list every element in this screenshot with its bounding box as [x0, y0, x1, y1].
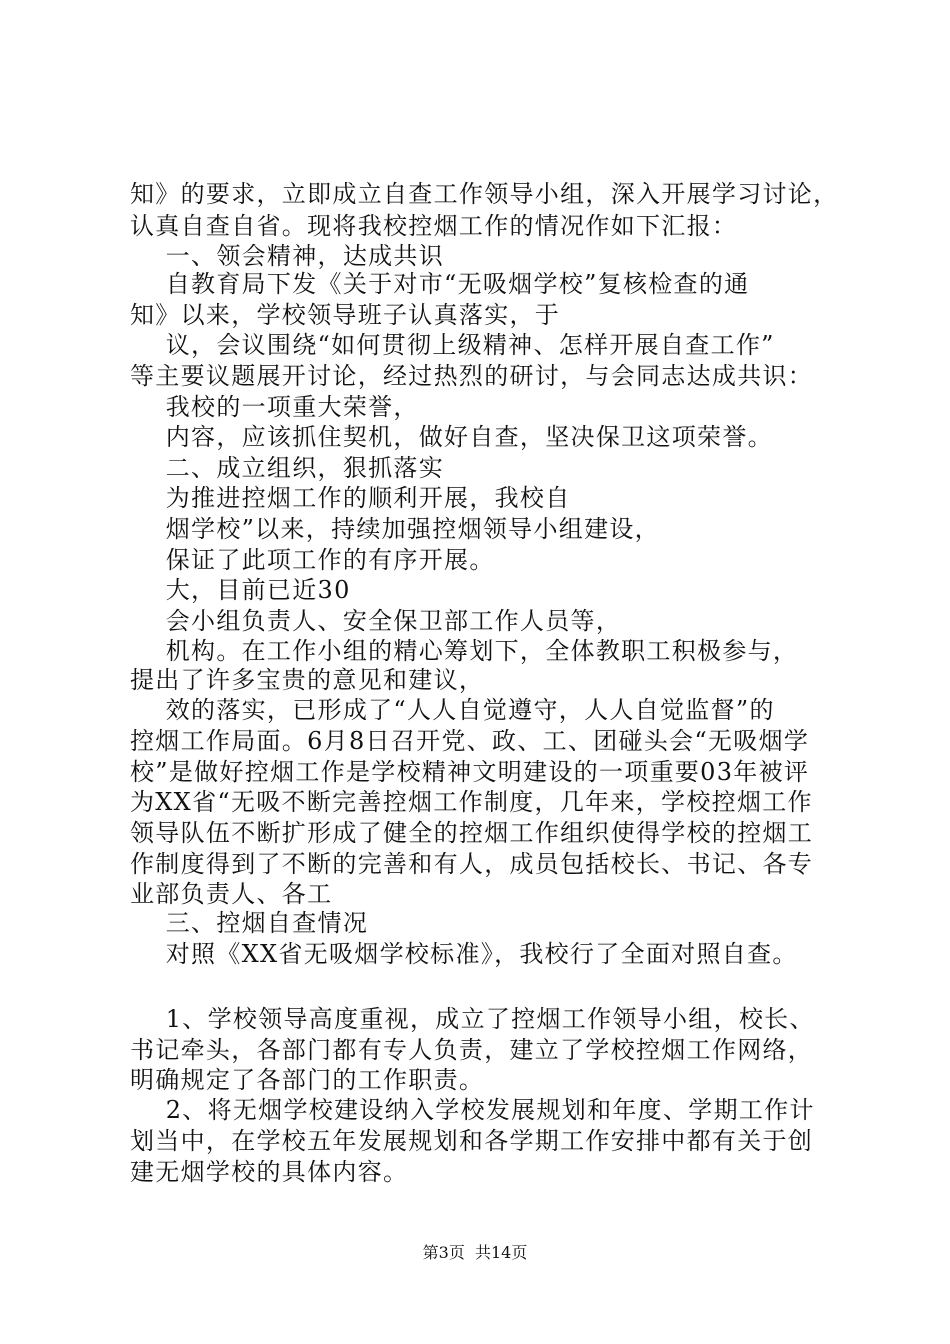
text-line: 1、学校领导高度重视，成立了控烟工作领导小组，校长、 [130, 1005, 815, 1033]
text-line: 大，目前已近30 [130, 576, 351, 604]
text-line: 书记牵头，各部门都有专人负责，建立了学校控烟工作网络， [130, 1036, 814, 1064]
text-line: 烟学校”以来，持续加强控烟领导小组建设， [130, 515, 660, 543]
text-line: 内容，应该抓住契机，做好自查，坚决保卫这项荣誉。 [130, 423, 773, 451]
text-line: 等主要议题展开讨论，经过热烈的研讨，与会同志达成共识： [130, 362, 814, 390]
section-heading: 三、控烟自查情况 [130, 909, 369, 937]
text-line: 领导队伍不断扩形成了健全的控烟工作组织使得学校的控烟工 [130, 819, 814, 847]
text-line: 议，会议围绕“如何贯彻上级精神、怎样开展自查工作” [130, 331, 775, 359]
text-line: 建无烟学校的具体内容。 [130, 1158, 409, 1186]
section-heading: 二、成立组织，狠抓落实 [130, 454, 445, 482]
text-line: 知》的要求，立即成立自查工作领导小组，深入开展学习讨论， [130, 180, 839, 208]
text-line: 效的落实，已形成了“人人自觉遵守，人人自觉监督”的 [130, 696, 775, 724]
text-line: 明确规定了各部门的工作职责。 [130, 1066, 485, 1094]
text-line: 提出了许多宝贵的意见和建议， [130, 666, 485, 694]
section-heading: 一、领会精神，达成共识 [130, 242, 445, 270]
text-line: 业部负责人、各工 [130, 880, 333, 908]
text-line: 为推进控烟工作的顺利开展，我校自 [130, 484, 571, 512]
text-line: 划当中，在学校五年发展规划和各学期工作安排中都有关于创 [130, 1127, 814, 1155]
text-line: 认真自查自省。现将我校控烟工作的情况作如下汇报： [130, 212, 738, 240]
text-line: 2、将无烟学校建设纳入学校发展规划和年度、学期工作计 [130, 1096, 815, 1124]
text-line: 机构。在工作小组的精心筹划下，全体教职工积极参与， [130, 637, 799, 665]
text-line: 控烟工作局面。6月8日召开党、政、工、团碰头会“无吸烟学 [130, 727, 810, 755]
text-line: 我校的一项重大荣誉， [130, 393, 419, 421]
page-footer: 第3页 共14页 [422, 1243, 528, 1262]
text-line: 自教育局下发《关于对市“无吸烟学校”复核检查的通 [130, 270, 750, 298]
text-line: 作制度得到了不断的完善和有人，成员包括校长、书记、各专 [130, 850, 814, 878]
text-line: 对照《XX省无吸烟学校标准》，我校行了全面对照自查。 [130, 940, 798, 968]
text-line: 校”是做好控烟工作是学校精神文明建设的一项重要03年被评 [130, 758, 810, 786]
text-line: 为XX省“无吸不断完善控烟工作制度，几年来，学校控烟工作 [130, 788, 813, 816]
text-line: 知》以来，学校领导班子认真落实，于 [130, 301, 561, 329]
text-line: 会小组负责人、安全保卫部工作人员等， [130, 607, 622, 635]
text-line: 保证了此项工作的有序开展。 [130, 546, 495, 574]
